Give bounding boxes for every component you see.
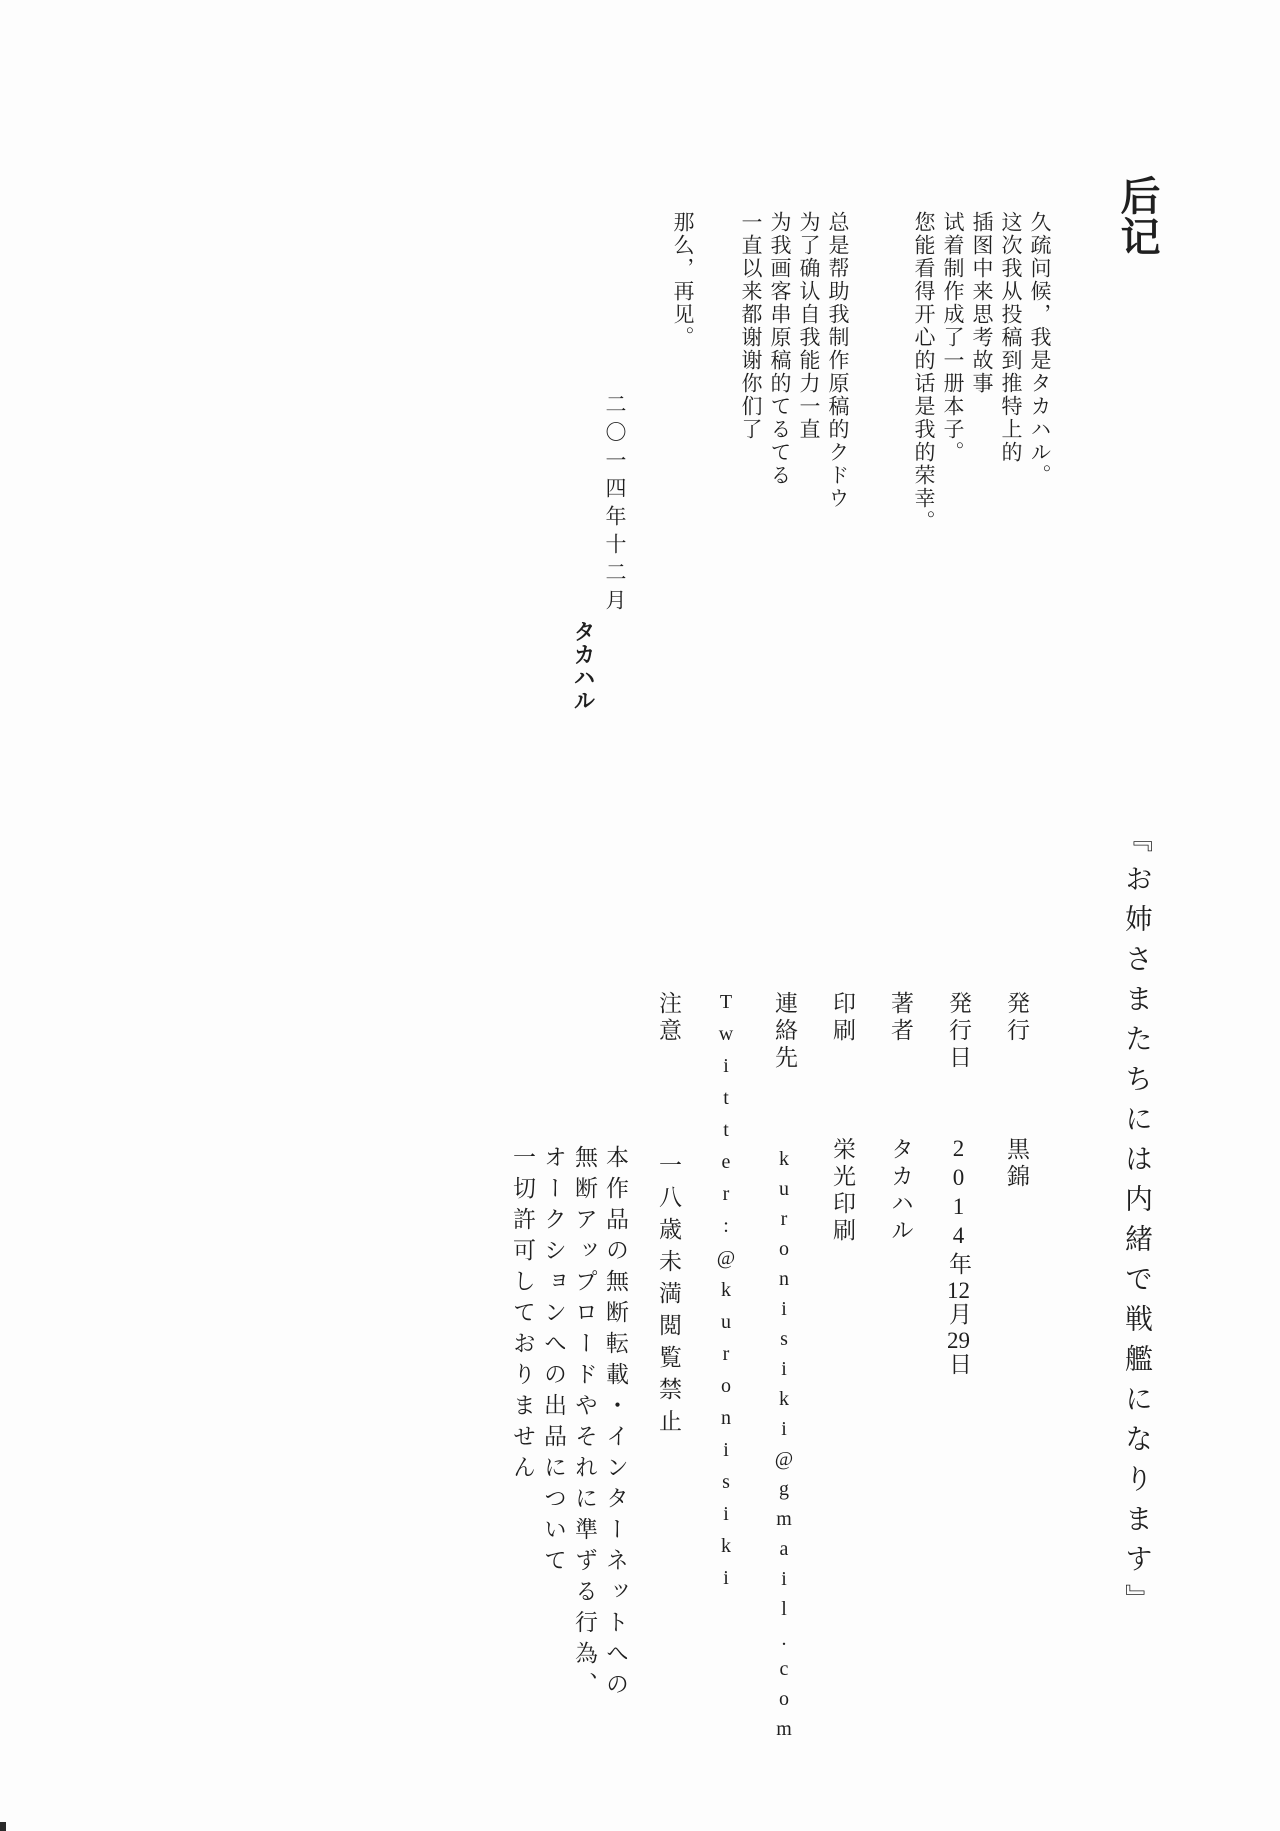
afterword-column: 久疏问候，我是タカハル。: [1028, 211, 1052, 487]
afterword-column: 那么，再见。: [671, 211, 695, 349]
spacer: [842, 1045, 843, 1137]
afterword-column: 您能看得开心的话是我的荣幸。: [912, 211, 936, 533]
contact-label: 連絡先: [772, 991, 797, 1072]
publish-date-day: 29: [947, 1329, 970, 1352]
author-value: タカハル: [888, 1137, 913, 1245]
afterword-column: 试着制作成了一册本子。: [941, 211, 965, 464]
afterword-signature: タカハル: [571, 620, 596, 712]
caution-value: 一八歳未満閲覧禁止: [656, 1153, 681, 1441]
spacer: [958, 1072, 959, 1136]
spacer: [784, 1072, 785, 1148]
afterword-column: 这次我从投稿到推特上的: [999, 211, 1023, 464]
colophon-entry-publisher: [1001, 991, 1031, 1751]
caution-label: 注意: [656, 991, 681, 1045]
author-label: 著者: [888, 991, 913, 1045]
notice-line: 本作品の無断転載・インターネットへの: [603, 1145, 628, 1703]
colophon-entry-printer: [827, 991, 857, 1751]
notice-line: オークションへの出品について: [541, 1145, 566, 1579]
afterword-column: 插图中来思考故事: [970, 211, 994, 395]
colophon: [625, 991, 1031, 1751]
afterword-date: 二〇一四年十二月: [603, 393, 627, 617]
publish-date-month: 12: [947, 1279, 970, 1302]
colophon-entry-contact: [769, 991, 799, 1751]
contact-email: kuronisiki@gmail.com: [773, 1148, 795, 1748]
spacer: [668, 1045, 669, 1153]
publish-date-month-unit: 月: [946, 1302, 971, 1329]
notice-line: 無断アップロードやそれに準ずる行為、: [572, 1145, 597, 1703]
colophon-entry-publish-date: [943, 991, 973, 1751]
publish-date-year: 2014: [946, 1136, 971, 1252]
notice-line: 一切許可しておりません: [510, 1145, 535, 1486]
publisher-value: 黒錦: [1004, 1137, 1029, 1191]
spacer: [900, 1045, 901, 1137]
colophon-entry-author: [885, 991, 915, 1751]
publish-date-year-unit: 年: [946, 1252, 971, 1279]
colophon-entry-twitter: [711, 991, 741, 1751]
twitter-handle: Twitter:@kuronisiki: [715, 991, 737, 1599]
spacer: [1016, 1045, 1017, 1137]
afterword-column: 总是帮助我制作原稿的クドウ: [826, 211, 850, 510]
publish-date-day-unit: 日: [946, 1352, 971, 1379]
publish-date-label: 発行日: [946, 991, 971, 1072]
copyright-notice: [507, 1145, 631, 1725]
colophon-entry-caution: [653, 991, 683, 1751]
afterword-column: 一直以来都谢谢你们了: [739, 211, 763, 441]
afterword-column: 为我画客串原稿的てるてる: [768, 211, 792, 487]
afterword-body: [569, 211, 1054, 741]
publisher-label: 発行: [1004, 991, 1029, 1045]
afterword-column: 为了确认自我能力一直: [797, 211, 821, 441]
afterword-title: 后记: [1115, 175, 1160, 257]
printer-label: 印刷: [830, 991, 855, 1045]
book-title: 『お姉さまたちには内緒で戦艦になります』: [1121, 824, 1152, 1624]
printer-value: 栄光印刷: [830, 1137, 855, 1245]
scan-artifact: [0, 1822, 6, 1831]
